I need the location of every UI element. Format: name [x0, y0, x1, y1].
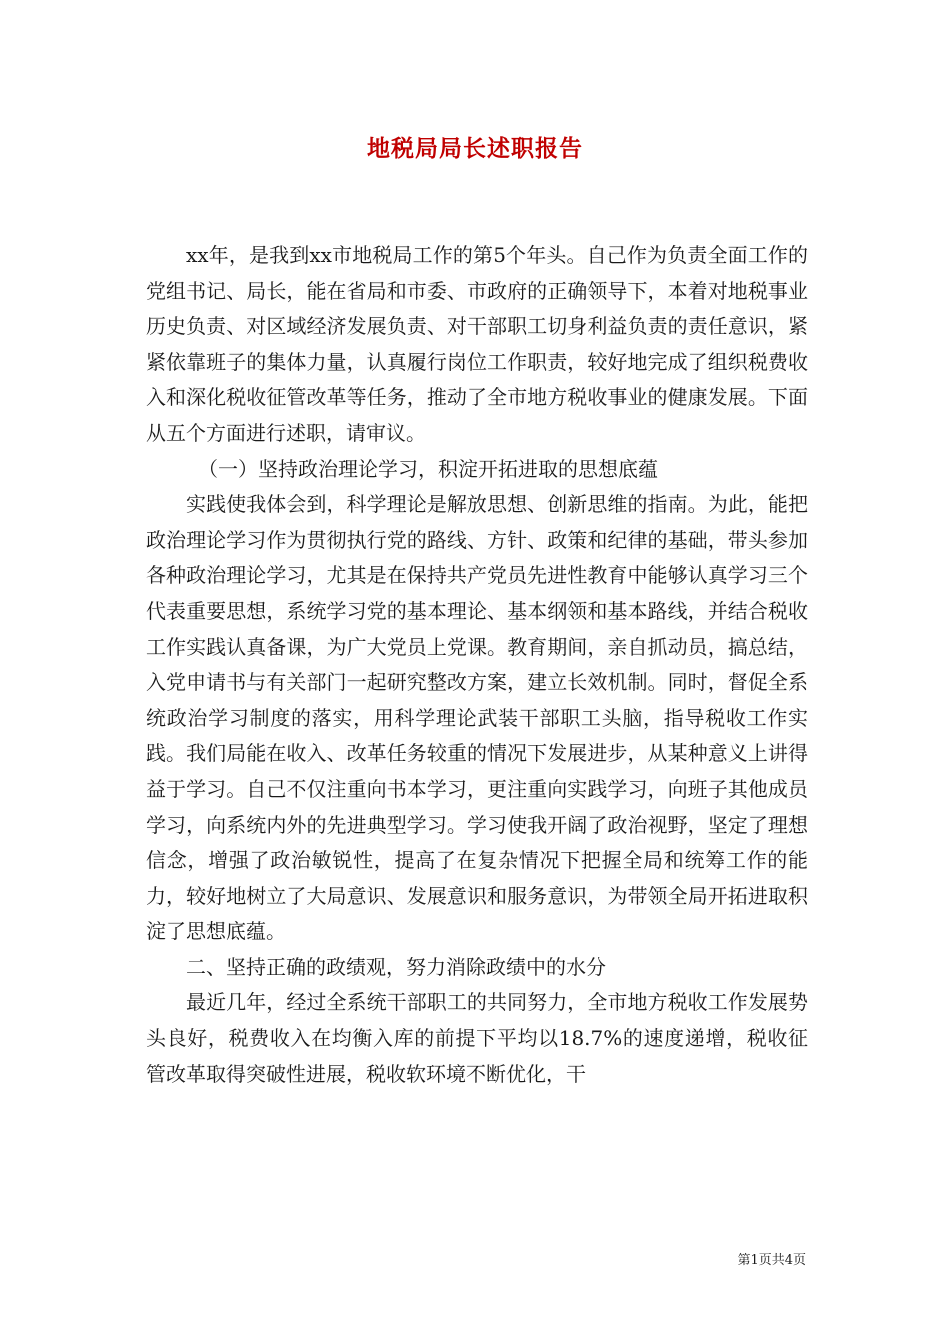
page-number-footer: 第1页共4页 — [737, 1253, 806, 1268]
document-title: 地税局局长述职报告 — [367, 135, 583, 162]
paragraph-section-1: 实践使我体会到，科学理论是解放思想、创新思维的指南。为此，能把政治理论学习作为贯彻执行党的路线、方针、政策和纪律的基础，带头参加各种政治理论学习，尤其是在保持共产党员先进性教育中能够认真学习三个代表重要思想，系统学习党的基本理论、基本纲领和基本路线，并结合税收工作实践认真备课，为广大党员上党课。教育期间，亲自抓动员，搞总结，入党申请书与有关部门一起研究整改方案，建立长效机制。同时，督促全系统政治学习制度的落实，用科学理论武装干部职工头脑，指导税收工作实践。我们局能在收入、改革任务较重的情况下发展进步，从某种意义上讲得益于学习。自己不仅注重向书本学习，更注重向实践学习，向班子其他成员学习，向系统内外的先进典型学习。学习使我开阔了政治视野，坚定了理想信念，增强了政治敏锐性，提高了在复杂情况下把握全局和统筹工作的能力，较好地树立了大局意识、发展意识和服务意识，为带领全局开拓进取积淀了思想底蕴。 — [146, 492, 808, 944]
paragraph-section-2: 最近几年，经过全系统干部职工的共同努力，全市地方税收工作发展势头良好，税费收入在均衡入库的前提下平均以18.7%的速度递增，税收征管改革取得突破性进展，税收软环境不断优化，干 — [146, 990, 808, 1086]
section-heading-1: （一）坚持政治理论学习，积淀开拓进取的思想底蕴 — [198, 456, 658, 481]
section-heading-2: 二、坚持正确的政绩观，努力消除政绩中的水分 — [186, 954, 606, 979]
paragraph-intro: xx年，是我到xx市地税局工作的第5个年头。自己作为负责全面工作的党组书记、局长，能在省局和市委、市政府的正确领导下，本着对地税事业历史负责、对区域经济发展负责、对干部职工切身利益负责的责任意识，紧紧依靠班子的集体力量，认真履行岗位工作职责，较好地完成了组织税费收入和深化税收征管改革等任务，推动了全市地方税收事业的健康发展。下面从五个方面进行述职，请审议。 — [146, 243, 808, 445]
document-body — [146, 238, 808, 1092]
